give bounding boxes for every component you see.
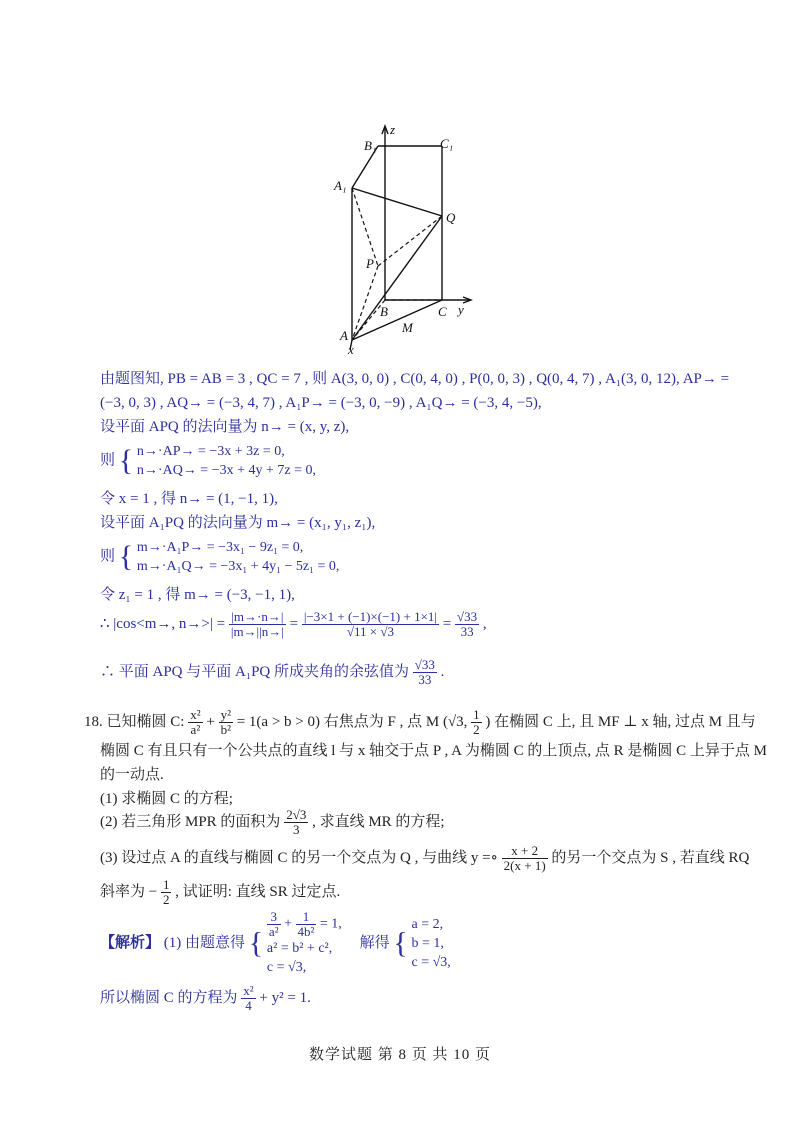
solution-line-5: 设平面 A₁PQ 的法向量为 m→ = (x₁, y₁, z₁), — [100, 515, 376, 531]
question-3 — [100, 844, 749, 873]
half-frac: $\frac{1}{2}$ — [473, 707, 480, 737]
text: 的另一个交点为 S , 若直线 RQ — [551, 849, 750, 866]
sys1-body — [137, 442, 316, 480]
final-frac: $\frac{\text{x²}}{4}$ — [243, 983, 254, 1013]
question-1: (1) 求椭圆 C 的方程; — [100, 791, 233, 807]
sys1-eq-b: n→·AQ→ = −3x + 4y + 7z = 0, — [136, 463, 316, 478]
cos-fraction-3: $\frac{√33}{33}$ — [457, 609, 478, 639]
text: 解得 — [359, 934, 390, 951]
problem18-line-1 — [84, 708, 756, 737]
label-M: M — [402, 320, 413, 335]
solution-system-1 — [100, 442, 316, 480]
equals: = — [442, 615, 452, 632]
plus: + — [284, 916, 292, 932]
solution-line-3: 设平面 APQ 的法向量为 n→ = (x, y, z), — [100, 419, 350, 435]
frac: $\frac{3}{\text{a²}}$ — [268, 909, 279, 939]
solution-line-1: 由题图知, PB = AB = 3 , QC = 7 , 则 A(3, 0, 0) , C(0, 4, 0) , P(0, 0, 3) , Q(0, 4, 7) , A₁(3, 0, 12), AP→ = — [100, 371, 730, 387]
label-B: B — [380, 304, 388, 319]
system-a-row-3: c = √3, — [266, 960, 307, 975]
text: 在椭圆 C 上, 且 MF ⊥ x 轴, 过点 M 且与 — [494, 713, 756, 730]
text: = 1(a > b > 0) 右焦点为 F , 点 M — [236, 713, 440, 730]
text: + y² = 1. — [259, 989, 311, 1006]
page-footer: 数学试题 第 8 页 共 10 页 — [308, 1047, 491, 1063]
text: ) — [485, 713, 491, 730]
system-b-row-3: c = √3, — [411, 955, 451, 970]
question-3-cont — [100, 878, 340, 907]
sys2-body — [137, 538, 340, 576]
sys2-prefix: 则 — [100, 548, 116, 565]
text: (√3, — [442, 713, 468, 730]
question-2 — [100, 808, 445, 837]
label-z: z — [390, 122, 396, 137]
text: 所以椭圆 C 的方程为 — [100, 989, 238, 1006]
text: 已知椭圆 C: — [106, 713, 185, 730]
solution-line-4: 令 x = 1 , 得 n→ = (1, −1, 1), — [100, 491, 278, 507]
text: , 试证明: 直线 SR 过定点. — [175, 883, 341, 900]
prism-figure — [330, 118, 490, 358]
conclusion — [100, 658, 444, 687]
sys2-eq-a: m→·A₁P→ = −3x₁ − 9z₁ = 0, — [136, 540, 304, 555]
label-C1: C₁ — [440, 136, 454, 151]
solution-system-2 — [100, 538, 339, 576]
label-A1: A₁ — [334, 178, 347, 193]
text: (2) 若三角形 MPR 的面积为 — [100, 813, 281, 830]
solution-line-2: (−3, 0, 3) , AQ→ = (−3, 4, 7) , A₁P→ = (−3, 0, −9) , A₁Q→ = (−3, 4, −5), — [100, 395, 542, 411]
system-b-row-1: a = 2, — [411, 917, 444, 932]
answer-tag: 【解析】 — [100, 934, 161, 951]
brace-icon: { — [118, 540, 134, 573]
curve-frac: $\frac{x + 2}{2(x + 1)}$ — [503, 843, 546, 873]
cos-fraction-1: $\frac{|m\to\cdot n\to|}{|m\to||n\to|}$ — [230, 609, 284, 639]
text: , 求直线 MR 的方程; — [312, 813, 445, 830]
problem18-line-2: 椭圆 C 有且只有一个公共点的直线 l 与 x 轴交于点 P , A 为椭圆 C 的上顶点, 点 R 是椭圆 C 上异于点 M — [100, 743, 767, 759]
cos-left: ∴ |cos<m→, n→>| = — [100, 615, 226, 632]
label-B1: B₁ — [364, 138, 377, 153]
sys1-eq-a: n→·AP→ = −3x + 3z = 0, — [136, 444, 285, 459]
problem18-line-3: 的一动点. — [100, 767, 164, 783]
cosine-formula — [100, 610, 487, 639]
period: . — [440, 663, 445, 680]
ellipse-x-frac: $\frac{\text{x²}}{\text{a²}}$ — [190, 707, 201, 737]
answer-line — [100, 910, 451, 977]
brace-icon: { — [393, 926, 408, 960]
slope-frac: $\frac{1}{2}$ — [162, 877, 170, 907]
comma: , — [482, 615, 487, 632]
label-C: C — [438, 304, 447, 319]
frac: $\frac{1}{\text{4b²}}$ — [297, 909, 315, 939]
system-a — [267, 910, 342, 977]
brace-icon: { — [248, 926, 264, 960]
label-P: P — [366, 256, 374, 271]
label-A: A — [340, 328, 348, 343]
text: = 1, — [319, 916, 342, 932]
solution-line-6: 令 z₁ = 1 , 得 m→ = (−3, −1, 1), — [100, 587, 295, 603]
conclusion-text: ∴ 平面 APQ 与平面 A₁PQ 所成夹角的余弦值为 — [100, 663, 409, 680]
plus: + — [206, 713, 215, 730]
final-answer — [100, 984, 311, 1013]
system-b — [411, 915, 450, 972]
conclusion-fraction: $\frac{√33}{33}$ — [414, 657, 435, 687]
text: 斜率为 − — [100, 883, 158, 900]
label-x: x — [348, 342, 354, 357]
equals: = — [289, 615, 299, 632]
sys2-eq-b: m→·A₁Q→ = −3x₁ + 4y₁ − 5z₁ = 0, — [136, 559, 340, 574]
system-a-row-1 — [267, 910, 342, 939]
sys1-prefix: 则 — [100, 452, 116, 469]
text: (1) 由题意得 — [163, 934, 246, 951]
label-y: y — [458, 302, 464, 317]
system-a-row-2: a² = b² + c², — [266, 941, 333, 956]
area-frac: $\frac{2√3}{3}$ — [286, 807, 307, 837]
text: (3) 设过点 A 的直线与椭圆 C 的另一个交点为 Q , 与曲线 y =∘ — [100, 849, 498, 866]
system-b-row-2: b = 1, — [411, 936, 444, 951]
brace-icon: { — [118, 444, 134, 477]
label-Q: Q — [446, 210, 456, 225]
ellipse-y-frac: $\frac{\text{y²}}{\text{b²}}$ — [220, 707, 231, 737]
cos-fraction-2: $\frac{|-3\times 1 + (-1)\times(-1) + 1\times 1|}{√11 \times √3}$ — [303, 609, 438, 639]
problem-number: 18. — [84, 713, 103, 730]
